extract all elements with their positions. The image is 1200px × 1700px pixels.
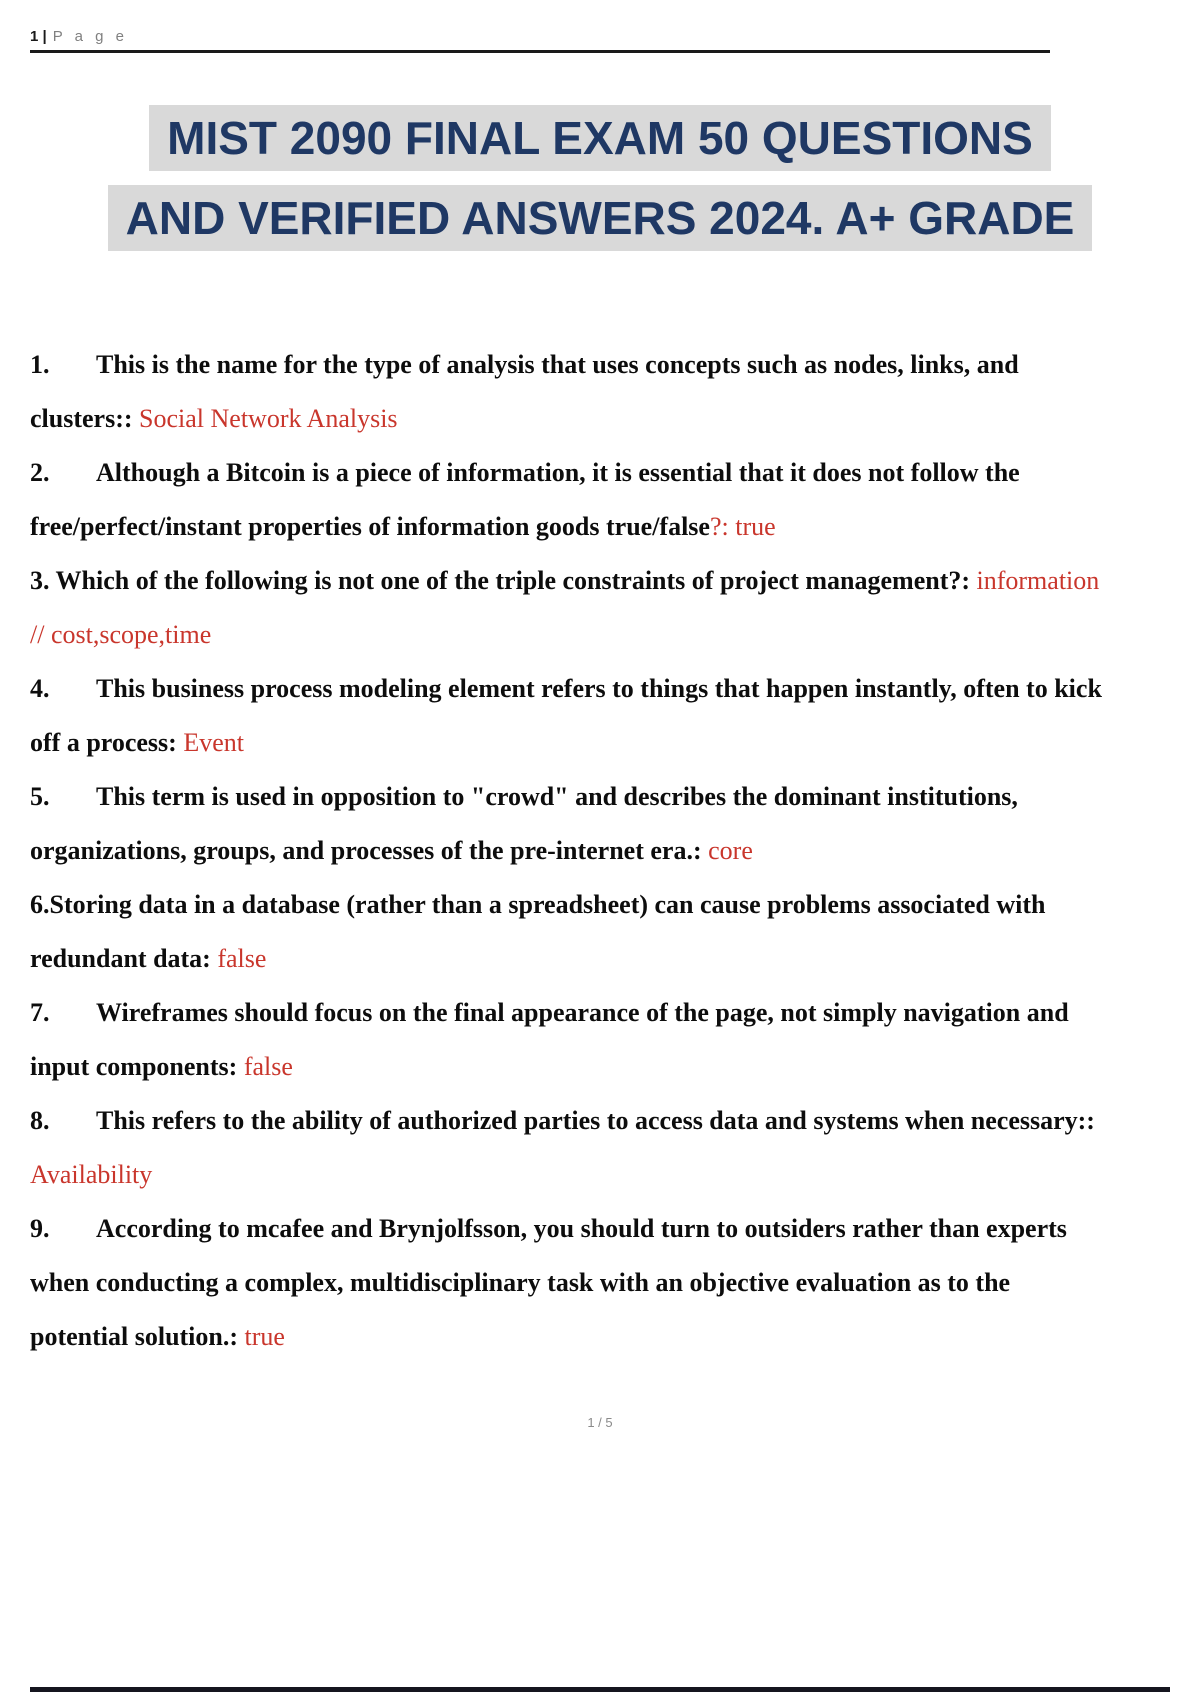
- question-number: 7.: [30, 998, 50, 1027]
- question-answer: false: [243, 1052, 293, 1081]
- questions-list: [30, 338, 1105, 1364]
- question-text: According to mcafee and Brynjolfsson, you should turn to outsiders rather than experts when conducting a complex, multidisciplinary task with an objective evaluation as to the potential solution.:: [30, 1214, 1067, 1351]
- question-number: 4.: [30, 674, 50, 703]
- question-text: Wireframes should focus on the final appearance of the page, not simply navigation and input components:: [30, 998, 1069, 1081]
- title-line-2: AND VERIFIED ANSWERS 2024. A+ GRADE: [108, 185, 1093, 251]
- question-number: 3.: [30, 566, 50, 595]
- page-header-label: P a g e: [52, 28, 128, 45]
- question-item: [30, 1202, 1105, 1364]
- question-number: 2.: [30, 458, 50, 487]
- footer-page-indicator: 1 / 5: [587, 1415, 613, 1430]
- question-item: [30, 1094, 1105, 1202]
- question-answer: Availability: [30, 1160, 153, 1189]
- question-number: 6.: [30, 890, 50, 919]
- question-text: Which of the following is not one of the triple constraints of project management?:: [49, 566, 977, 595]
- question-text: Although a Bitcoin is a piece of information, it is essential that it does not follow the free/perfect/instant properties of information goods true/false: [30, 458, 1020, 541]
- question-item: [30, 662, 1105, 770]
- question-text: This is the name for the type of analysis that uses concepts such as nodes, links, and clusters::: [30, 350, 1019, 433]
- question-answer: Event: [183, 728, 244, 757]
- question-text: This refers to the ability of authorized parties to access data and systems when necessary::: [96, 1106, 1095, 1135]
- question-answer: ?: true: [709, 512, 776, 541]
- page-header: [30, 28, 1050, 53]
- question-answer: false: [217, 944, 267, 973]
- question-item: [30, 338, 1105, 446]
- question-item: [30, 446, 1105, 554]
- question-number: 8.: [30, 1106, 50, 1135]
- question-item: [30, 770, 1105, 878]
- title-line-1: MIST 2090 FINAL EXAM 50 QUESTIONS: [149, 105, 1051, 171]
- question-item: [30, 554, 1105, 662]
- question-text: This business process modeling element refers to things that happen instantly, often to kick off a process:: [30, 674, 1102, 757]
- question-item: [30, 986, 1105, 1094]
- question-answer: information // cost,scope,time: [30, 566, 1100, 649]
- question-answer: Social Network Analysis: [139, 404, 398, 433]
- question-text: This term is used in opposition to "crowd" and describes the dominant institutions, organizations, groups, and processes of the pre-internet era.:: [30, 782, 1018, 865]
- question-answer: core: [708, 836, 753, 865]
- question-number: 9.: [30, 1214, 50, 1243]
- question-number: 5.: [30, 782, 50, 811]
- question-text: Storing data in a database (rather than a spreadsheet) can cause problems associated with redundant data:: [30, 890, 1046, 973]
- question-number: 1.: [30, 350, 50, 379]
- question-answer: true: [244, 1322, 285, 1351]
- document-title: [0, 105, 1200, 265]
- bottom-divider: [30, 1687, 1170, 1692]
- page-header-number: 1 |: [30, 28, 47, 45]
- question-item: [30, 878, 1105, 986]
